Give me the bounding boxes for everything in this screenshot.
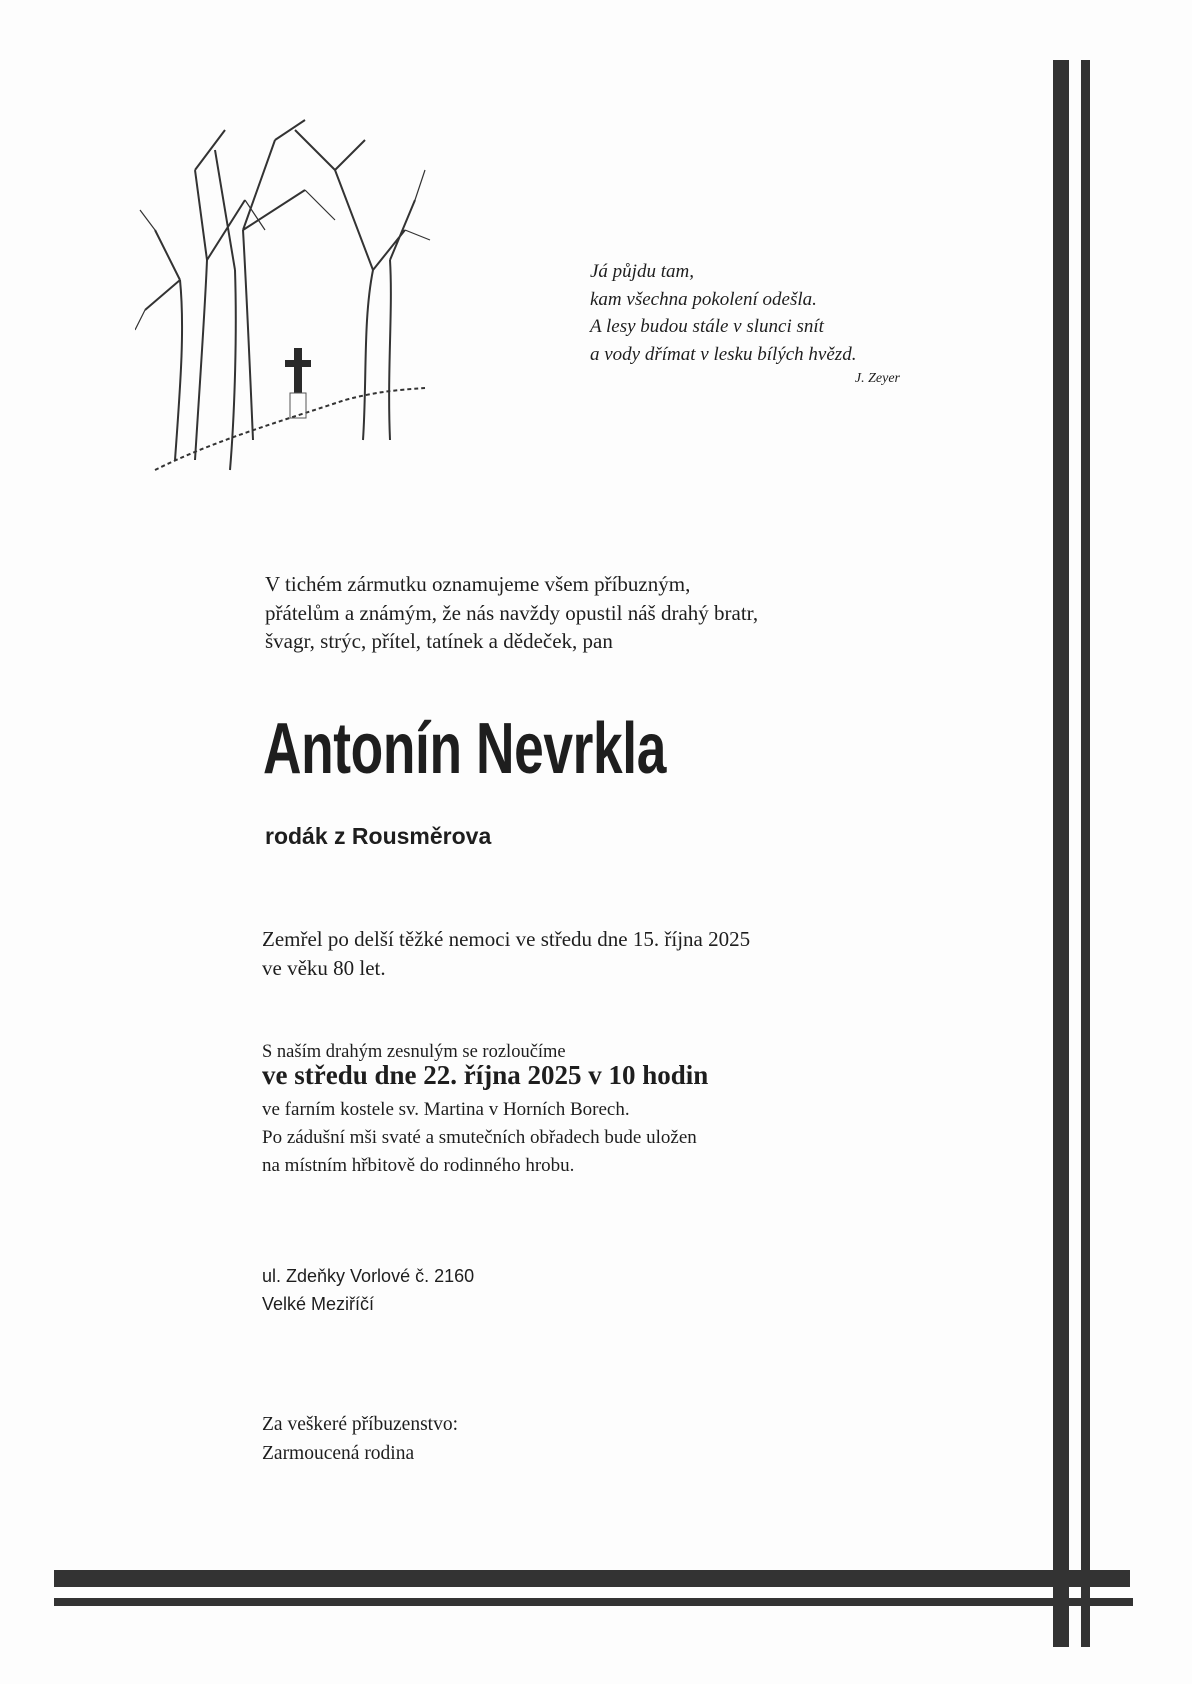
cross-icon: [285, 348, 311, 418]
intro-line: přátelům a známým, že nás navždy opustil náš drahý bratr,: [265, 600, 759, 625]
address-line: ul. Zdeňky Vorlové č. 2160: [262, 1266, 475, 1286]
death-notice: [262, 925, 750, 983]
trees-with-cross-illustration: [135, 110, 435, 520]
poem-author: J. Zeyer: [854, 371, 900, 386]
border-horizontal-thick: [54, 1570, 1130, 1587]
farewell-details: [262, 1096, 697, 1180]
deceased-origin: rodák z Rousměrova: [265, 823, 492, 849]
poem-line: a vody dřímat v lesku bílých hvězd.: [590, 343, 857, 365]
farewell-intro: S naším drahým zesnulým se rozloučíme: [262, 1042, 566, 1062]
intro-line: V tichém zármutku oznamujeme všem příbuzným,: [265, 572, 691, 596]
poem-line: A lesy budou stále v slunci snít: [590, 316, 824, 337]
address-line: Velké Meziříčí: [262, 1294, 375, 1314]
signature-line: Za veškeré příbuzenstvo:: [262, 1414, 459, 1435]
poem-line: kam všechna pokolení odešla.: [590, 288, 817, 310]
announcement-intro: [265, 570, 758, 656]
death-line: Zemřel po delší těžké nemoci ve středu dne 15. října 2025: [262, 927, 751, 951]
farewell-line: na místním hřbitově do rodinného hrobu.: [262, 1155, 575, 1176]
border-vertical-thick: [1053, 60, 1069, 1647]
intro-line: švagr, strýc, přítel, tatínek a dědeček, pan: [265, 629, 613, 653]
signature: [262, 1410, 458, 1468]
poem-quote: [590, 258, 856, 368]
farewell-datetime: ve středu dne 22. října 2025 v 10 hodin: [262, 1060, 709, 1090]
farewell-line: Po zádušní mši svaté a smutečních obřadech bude uložen: [262, 1127, 697, 1148]
death-line: ve věku 80 let.: [262, 956, 386, 980]
address: [262, 1262, 474, 1318]
signature-line: Zarmoucená rodina: [262, 1443, 415, 1464]
border-vertical-thin: [1081, 60, 1090, 1647]
border-horizontal-thin: [54, 1598, 1133, 1606]
poem-line: Já půjdu tam,: [590, 261, 694, 282]
farewell-line: ve farním kostele sv. Martina v Horních Borech.: [262, 1099, 630, 1120]
deceased-name: Antonín Nevrkla: [263, 709, 666, 789]
